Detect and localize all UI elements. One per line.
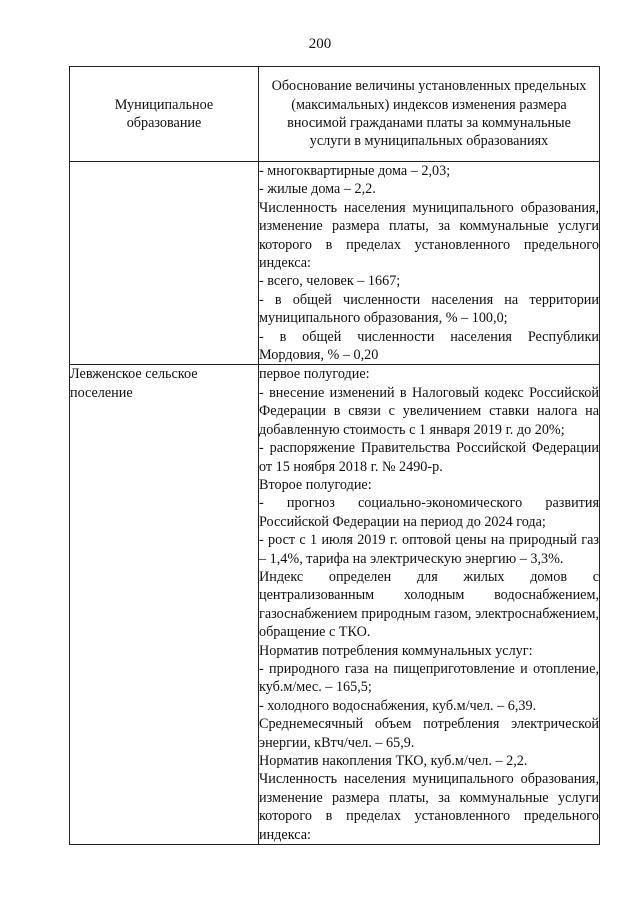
justification-cell	[259, 162, 600, 365]
text-line: первое полугодие:	[259, 366, 370, 383]
text-line: Численность населения муниципального образования, изменение размера платы, за коммунальные услуги которого в пределах установленного предельного индекса:	[259, 771, 599, 843]
text-line: - холодного водоснабжения, куб.м/чел. – 6,39.	[259, 697, 537, 714]
text-line: - многоквартирные дома – 2,03;	[259, 163, 451, 179]
justification-cell	[259, 365, 600, 845]
text-line: - распоряжение Правительства Российской Федерации от 15 ноября 2018 г. № 2490-р.	[259, 440, 599, 475]
text-line: - рост с 1 июля 2019 г. оптовой цены на природный газ – 1,4%, тарифа на электрическую энергию – 3,3%.	[259, 532, 599, 567]
text-line: Норматив потребления коммунальных услуг:	[259, 642, 533, 659]
text-line: - всего, человек – 1667;	[259, 273, 401, 290]
text-line: Среднемесячный объем потребления электрической энергии, кВтч/чел. – 65,9.	[259, 716, 599, 751]
header-municipality: Муниципальное образование	[70, 67, 259, 162]
text-line: - прогноз социально-экономического развития Российской Федерации на период до 2024 года;	[259, 495, 599, 530]
justification-table	[69, 66, 600, 845]
table-row	[70, 365, 600, 845]
text-line: Норматив накопления ТКО, куб.м/чел. – 2,2.	[259, 753, 528, 769]
text-line: - в общей численности населения на территории муниципального образования, % – 100,0;	[259, 291, 599, 327]
table-row	[70, 162, 600, 365]
municipality-cell	[70, 162, 259, 365]
text-line: Численность населения муниципального образования, изменение размера платы, за коммунальные услуги которого в пределах установленного предельного индекса:	[259, 199, 599, 272]
page-number: 200	[308, 36, 332, 52]
header-justification: Обоснование величины установленных предельных (максимальных) индексов изменения размера вносимой гражданами платы за коммунальные услуги в муниципальных образованиях	[259, 67, 600, 162]
text-line: - в общей численности населения Республики Мордовия, % – 0,20	[259, 328, 599, 364]
text-line: - внесение изменений в Налоговый кодекс Российской Федерации в связи с увеличением ставки налога на добавленную стоимость с 1 января 2019 г. до 20%;	[259, 384, 599, 438]
table-header-row	[70, 67, 600, 162]
text-line: - жилые дома – 2,2.	[259, 181, 376, 198]
text-line: Второе полугодие:	[259, 476, 372, 493]
text-line: - природного газа на пищеприготовление и отопление, куб.м/мес. – 165,5;	[259, 660, 599, 696]
text-line: Индекс определен для жилых домов с централизованным холодным водоснабжением, газоснабжением природным газом, электроснабжением, обращение с ТКО.	[259, 568, 599, 641]
municipality-cell: Левженское сельское поселение	[70, 365, 259, 845]
